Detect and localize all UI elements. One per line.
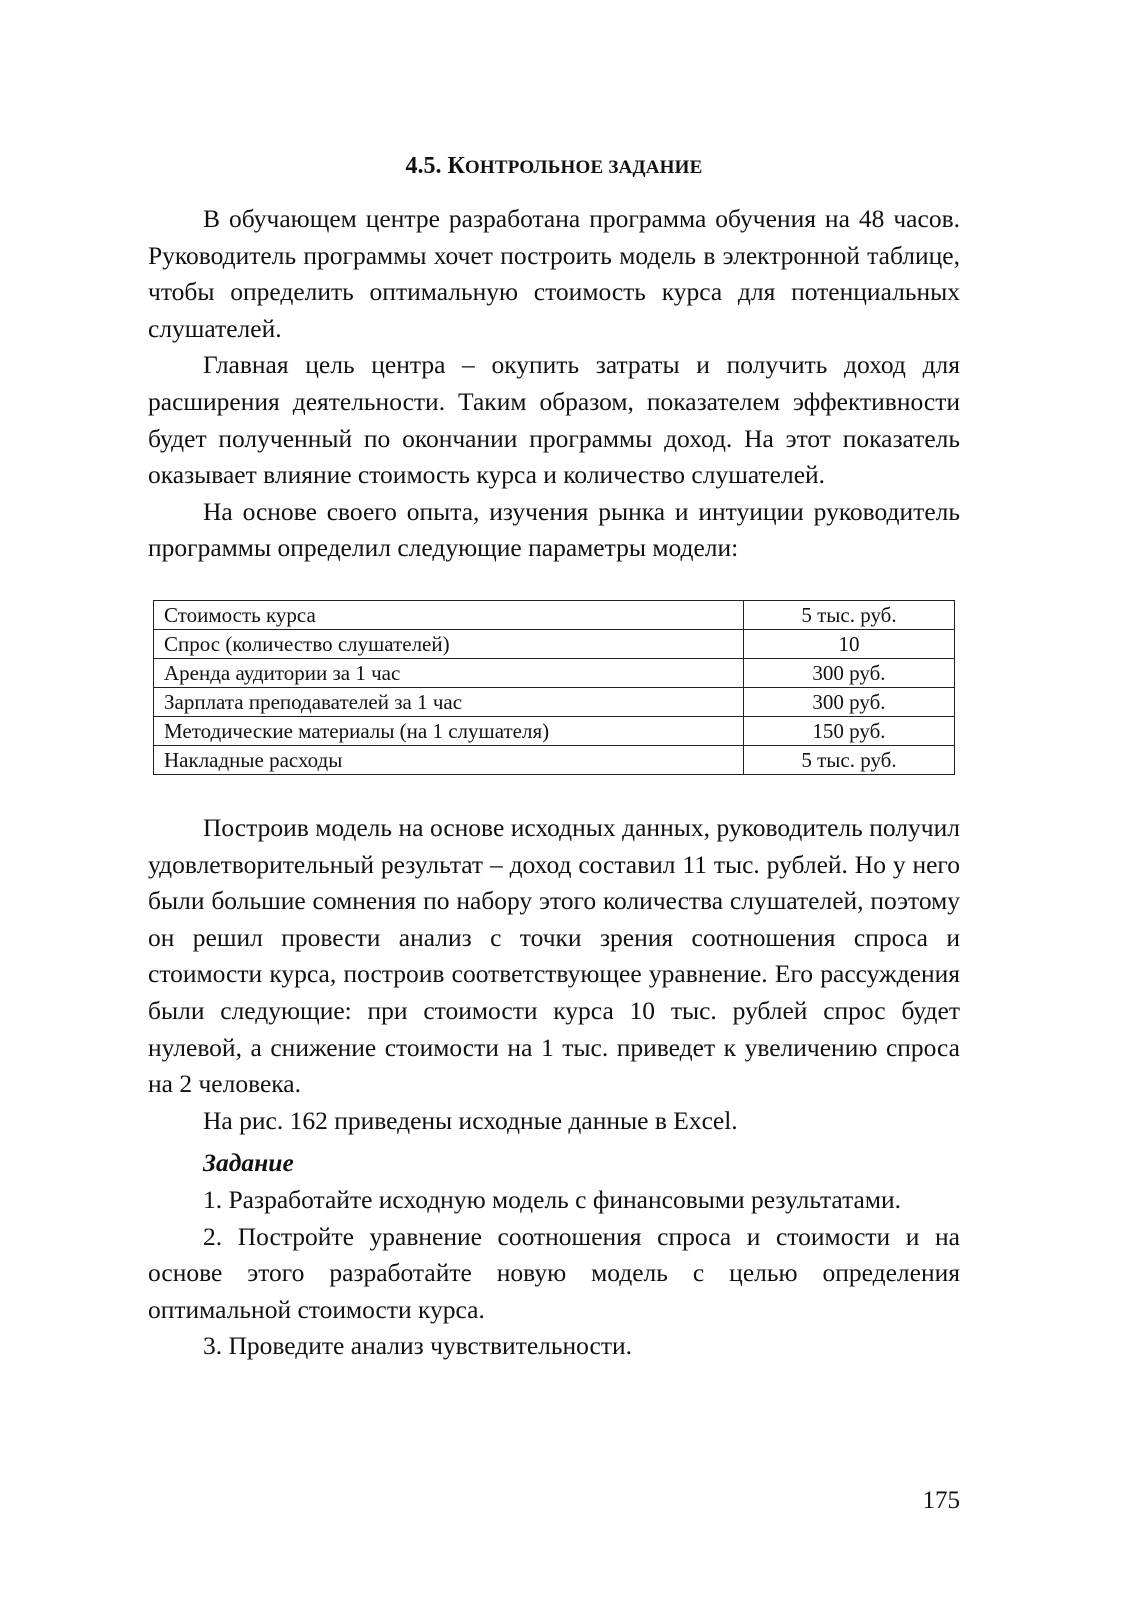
intro-paragraph-3: На основе своего опыта, изучения рынка и интуиции руководитель программы определил следующие параметры модели: [148,496,960,563]
param-label: Спрос (количество слушателей) [154,630,744,659]
table-row [154,688,955,717]
analysis-text [148,810,960,1365]
intro-text [148,201,960,567]
table-row [154,601,955,630]
task-item-2: 2. Постройте уравнение соотношения спроса и стоимости и на основе этого разработайте новую модель с целью определения оптимальной стоимости курса. [148,1221,960,1324]
param-value: 10 [744,630,955,659]
param-value: 300 руб. [744,688,955,717]
intro-paragraph-2: Главная цель центра – окупить затраты и получить доход для расширения деятельности. Таким образом, показателем эффективности будет полученный по окончании программы доход. На этот показатель оказывает влияние стоимость курса и количество слушателей. [148,350,960,490]
section-title-rest: ОНТРОЛЬНОЕ ЗАДАНИЕ [464,157,703,178]
table-row [154,659,955,688]
param-value: 5 тыс. руб. [744,601,955,630]
task-item-3: 3. Проведите анализ чувствительности. [203,1331,633,1361]
section-heading [148,148,960,186]
model-parameters-table [153,600,955,775]
task-title: Задание [203,1148,294,1178]
param-value: 150 руб. [744,717,955,746]
intro-paragraph-1: В обучающем центре разработана программа обучения на 48 часов. Руководитель программы хочет построить модель в электронной таблице, чтобы определить оптимальную стоимость курса для потенциальных слушателей. [148,204,960,343]
param-label: Зарплата преподавателей за 1 час [154,688,744,717]
table-row [154,630,955,659]
analysis-paragraph-2: На рис. 162 приведены исходные данные в Excel. [203,1105,738,1135]
table-row [154,746,955,775]
param-label: Аренда аудитории за 1 час [154,659,744,688]
page-number: 175 [922,1487,960,1514]
param-label: Накладные расходы [154,746,744,775]
section-number: 4.5. [405,153,448,179]
table-row [154,717,955,746]
param-value: 5 тыс. руб. [744,746,955,775]
task-item-1: 1. Разработайте исходную модель с финансовыми результатами. [203,1184,902,1214]
document-page [148,0,960,1600]
analysis-paragraph-1: Построив модель на основе исходных данных, руководитель получил удовлетворительный результат – доход составил 11 тыс. рублей. Но у него были большие сомнения по набору этого количества слушателей, поэтому он решил провести анализ с точки зрения соотношения спроса и стоимости курса, построив соответствующее уравнение. Его рассуждения были следующие: при стоимости курса 10 тыс. рублей спрос будет нулевой, а снижение стоимости на 1 тыс. приведет к увеличению спроса на 2 человека. [148,813,960,1099]
section-title-first-letter: К [447,153,465,179]
param-label: Методические материалы (на 1 слушателя) [154,717,744,746]
param-label: Стоимость курса [154,601,744,630]
param-value: 300 руб. [744,659,955,688]
